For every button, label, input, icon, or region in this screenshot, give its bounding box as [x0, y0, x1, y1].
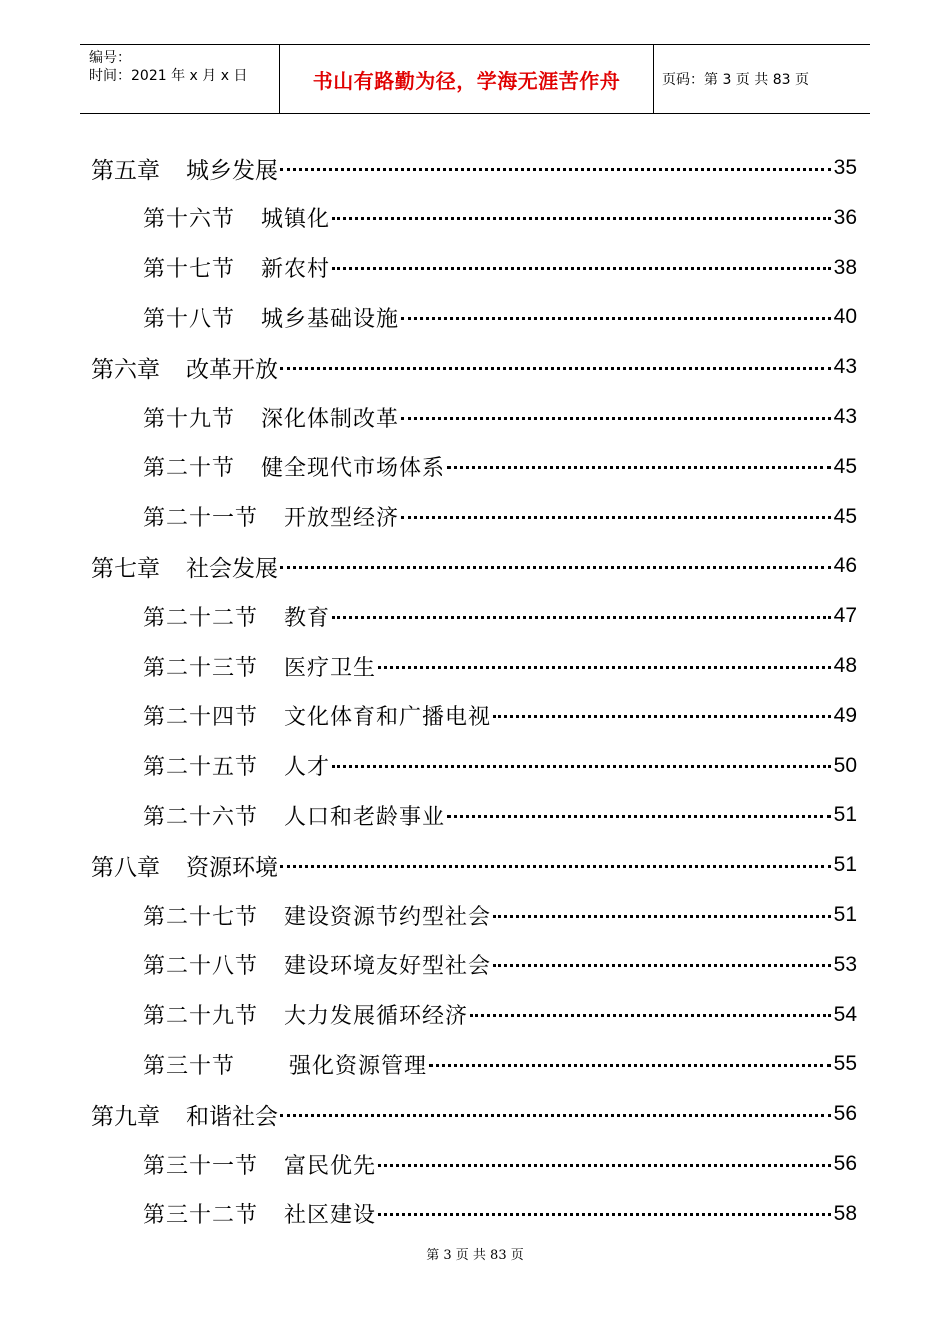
- toc-chapter-entry[interactable]: [91, 840, 857, 890]
- toc-entry-number: 第七章: [91, 555, 160, 582]
- toc-entry-title: 文化体育和广播电视: [284, 705, 492, 731]
- toc-entry-title: 教育: [284, 605, 331, 631]
- toc-entry-number: 第二十三节: [143, 655, 259, 681]
- toc-dot-leader: [332, 267, 831, 270]
- toc-entry-page: 56: [833, 1102, 857, 1126]
- toc-entry-page: 49: [833, 703, 857, 727]
- toc-entry-page: 51: [833, 803, 857, 827]
- header-page-info: 页码：第 3 页 共 83 页: [662, 72, 809, 88]
- toc-entry-title: 富民优先: [284, 1153, 377, 1179]
- header-meta: [80, 45, 280, 113]
- toc-entry-page: 51: [833, 903, 857, 926]
- toc-entry-page: 48: [833, 654, 857, 677]
- toc-entry-page: 43: [833, 405, 857, 428]
- toc-entry-page: 54: [833, 1002, 857, 1026]
- toc-dot-leader: [470, 1014, 831, 1017]
- toc-entry-page: 58: [833, 1201, 857, 1225]
- toc-entry-number: 第二十七节: [143, 904, 259, 930]
- toc-chapter-entry[interactable]: [91, 342, 857, 392]
- toc-dot-leader: [280, 168, 831, 171]
- toc-entry-number: 第二十节: [143, 456, 236, 482]
- toc-entry-title: 强化资源管理: [289, 1053, 428, 1079]
- toc-entry-number: 第二十六节: [143, 804, 259, 830]
- toc-entry-page: 40: [833, 305, 857, 329]
- toc-section-entry[interactable]: [143, 790, 857, 840]
- toc-entry-number: 第十九节: [143, 406, 236, 432]
- toc-entry-page: 45: [833, 454, 857, 478]
- toc-dot-leader: [280, 865, 831, 868]
- toc-section-entry[interactable]: [143, 492, 857, 542]
- toc-entry-page: 51: [833, 853, 857, 877]
- toc-dot-leader: [280, 566, 831, 569]
- toc-dot-leader: [280, 367, 831, 370]
- toc-entry-title: 城乡发展: [186, 157, 278, 184]
- toc-entry-title: 和谐社会: [186, 1103, 278, 1130]
- toc-dot-leader: [493, 964, 831, 967]
- toc-dot-leader: [280, 1114, 831, 1117]
- toc-entry-number: 第十七节: [143, 257, 236, 283]
- toc-dot-leader: [378, 1213, 831, 1216]
- toc-dot-leader: [401, 516, 831, 519]
- toc-entry-number: 第五章: [91, 157, 160, 184]
- toc-entry-number: 第六章: [91, 356, 160, 383]
- toc-entry-title: 深化体制改革: [261, 406, 400, 432]
- toc-section-entry[interactable]: [143, 591, 857, 641]
- toc-section-entry[interactable]: [143, 193, 857, 243]
- toc-dot-leader: [378, 666, 831, 669]
- serial-label: 编号：: [89, 50, 131, 66]
- toc-chapter-entry[interactable]: [91, 1089, 857, 1139]
- toc-dot-leader: [332, 616, 831, 619]
- toc-dot-leader: [332, 217, 831, 220]
- toc-dot-leader: [429, 1064, 831, 1067]
- toc-entry-page: 53: [833, 952, 857, 976]
- toc-entry-title: 健全现代市场体系: [261, 456, 446, 482]
- toc-entry-page: 36: [833, 205, 857, 229]
- toc-entry-title: 建设环境友好型社会: [284, 954, 492, 980]
- toc-chapter-entry[interactable]: [91, 541, 857, 591]
- toc-entry-title: 社区建设: [284, 1203, 377, 1229]
- toc-section-entry[interactable]: [143, 641, 857, 691]
- toc-dot-leader: [401, 417, 831, 420]
- toc-entry-title: 改革开放: [186, 356, 278, 383]
- page-header: [80, 44, 870, 114]
- toc-entry-page: 47: [833, 604, 857, 628]
- toc-entry-title: 新农村: [261, 257, 331, 283]
- toc-section-entry[interactable]: [143, 890, 857, 940]
- toc-entry-number: 第十六节: [143, 207, 236, 233]
- toc-chapter-entry[interactable]: [91, 143, 857, 193]
- toc-section-entry[interactable]: [143, 990, 857, 1040]
- toc-entry-number: 第八章: [91, 854, 160, 881]
- toc-section-entry[interactable]: [143, 292, 857, 342]
- toc-entry-number: 第二十五节: [143, 755, 259, 781]
- toc-dot-leader: [493, 715, 831, 718]
- toc-section-entry[interactable]: [143, 691, 857, 741]
- toc-entry-page: 56: [833, 1152, 857, 1175]
- toc-entry-page: 45: [833, 504, 857, 528]
- toc-entry-number: 第三十一节: [143, 1153, 259, 1179]
- toc-entry-page: 35: [833, 156, 857, 179]
- toc-entry-number: 第二十二节: [143, 605, 259, 631]
- toc-entry-title: 社会发展: [186, 555, 278, 582]
- toc-dot-leader: [401, 317, 831, 320]
- toc-entry-number: 第二十八节: [143, 954, 259, 980]
- toc-section-entry[interactable]: [143, 1139, 857, 1189]
- toc-entry-title: 开放型经济: [284, 506, 400, 532]
- toc-entry-number: 第三十节: [143, 1053, 236, 1079]
- toc-section-entry[interactable]: [143, 940, 857, 990]
- toc-section-entry[interactable]: [143, 1039, 857, 1089]
- toc-entry-page: 50: [833, 753, 857, 777]
- toc-section-entry[interactable]: [143, 442, 857, 492]
- page-footer: 第 3 页 共 83 页: [426, 1248, 524, 1263]
- toc-entry-title: 人口和老龄事业: [284, 804, 446, 830]
- toc-dot-leader: [493, 915, 831, 918]
- toc-section-entry[interactable]: [143, 392, 857, 442]
- toc-entry-number: 第九章: [91, 1103, 160, 1130]
- toc-entry-page: 43: [833, 355, 857, 379]
- toc-entry-page: 38: [833, 255, 857, 279]
- toc-entry-title: 城镇化: [261, 207, 331, 233]
- toc-section-entry[interactable]: [143, 741, 857, 791]
- toc-dot-leader: [447, 466, 831, 469]
- toc-dot-leader: [332, 765, 831, 768]
- toc-entry-page: 55: [833, 1052, 857, 1076]
- toc-entry-title: 城乡基础设施: [261, 306, 400, 332]
- toc-section-entry[interactable]: [143, 243, 857, 293]
- toc-entry-page: 46: [833, 554, 857, 578]
- toc-entry-title: 大力发展循环经济: [284, 1004, 469, 1030]
- toc-entry-number: 第二十一节: [143, 506, 259, 532]
- toc-entry-number: 第二十四节: [143, 705, 259, 731]
- toc-entry-title: 资源环境: [186, 854, 278, 881]
- toc-entry-number: 第三十二节: [143, 1203, 259, 1229]
- toc-entry-number: 第十八节: [143, 306, 236, 332]
- time-label: 时间：2021 年 x 月 x 日: [89, 68, 248, 84]
- header-motto: 书山有路勤为径，学海无涯苦作舟: [280, 45, 654, 113]
- toc-entry-number: 第二十九节: [143, 1004, 259, 1030]
- toc-entry-title: 医疗卫生: [284, 655, 377, 681]
- toc-entry-title: 人才: [284, 755, 331, 781]
- toc-entry-title: 建设资源节约型社会: [284, 904, 492, 930]
- toc-section-entry[interactable]: [143, 1189, 857, 1239]
- toc-dot-leader: [447, 815, 831, 818]
- toc-dot-leader: [378, 1164, 831, 1167]
